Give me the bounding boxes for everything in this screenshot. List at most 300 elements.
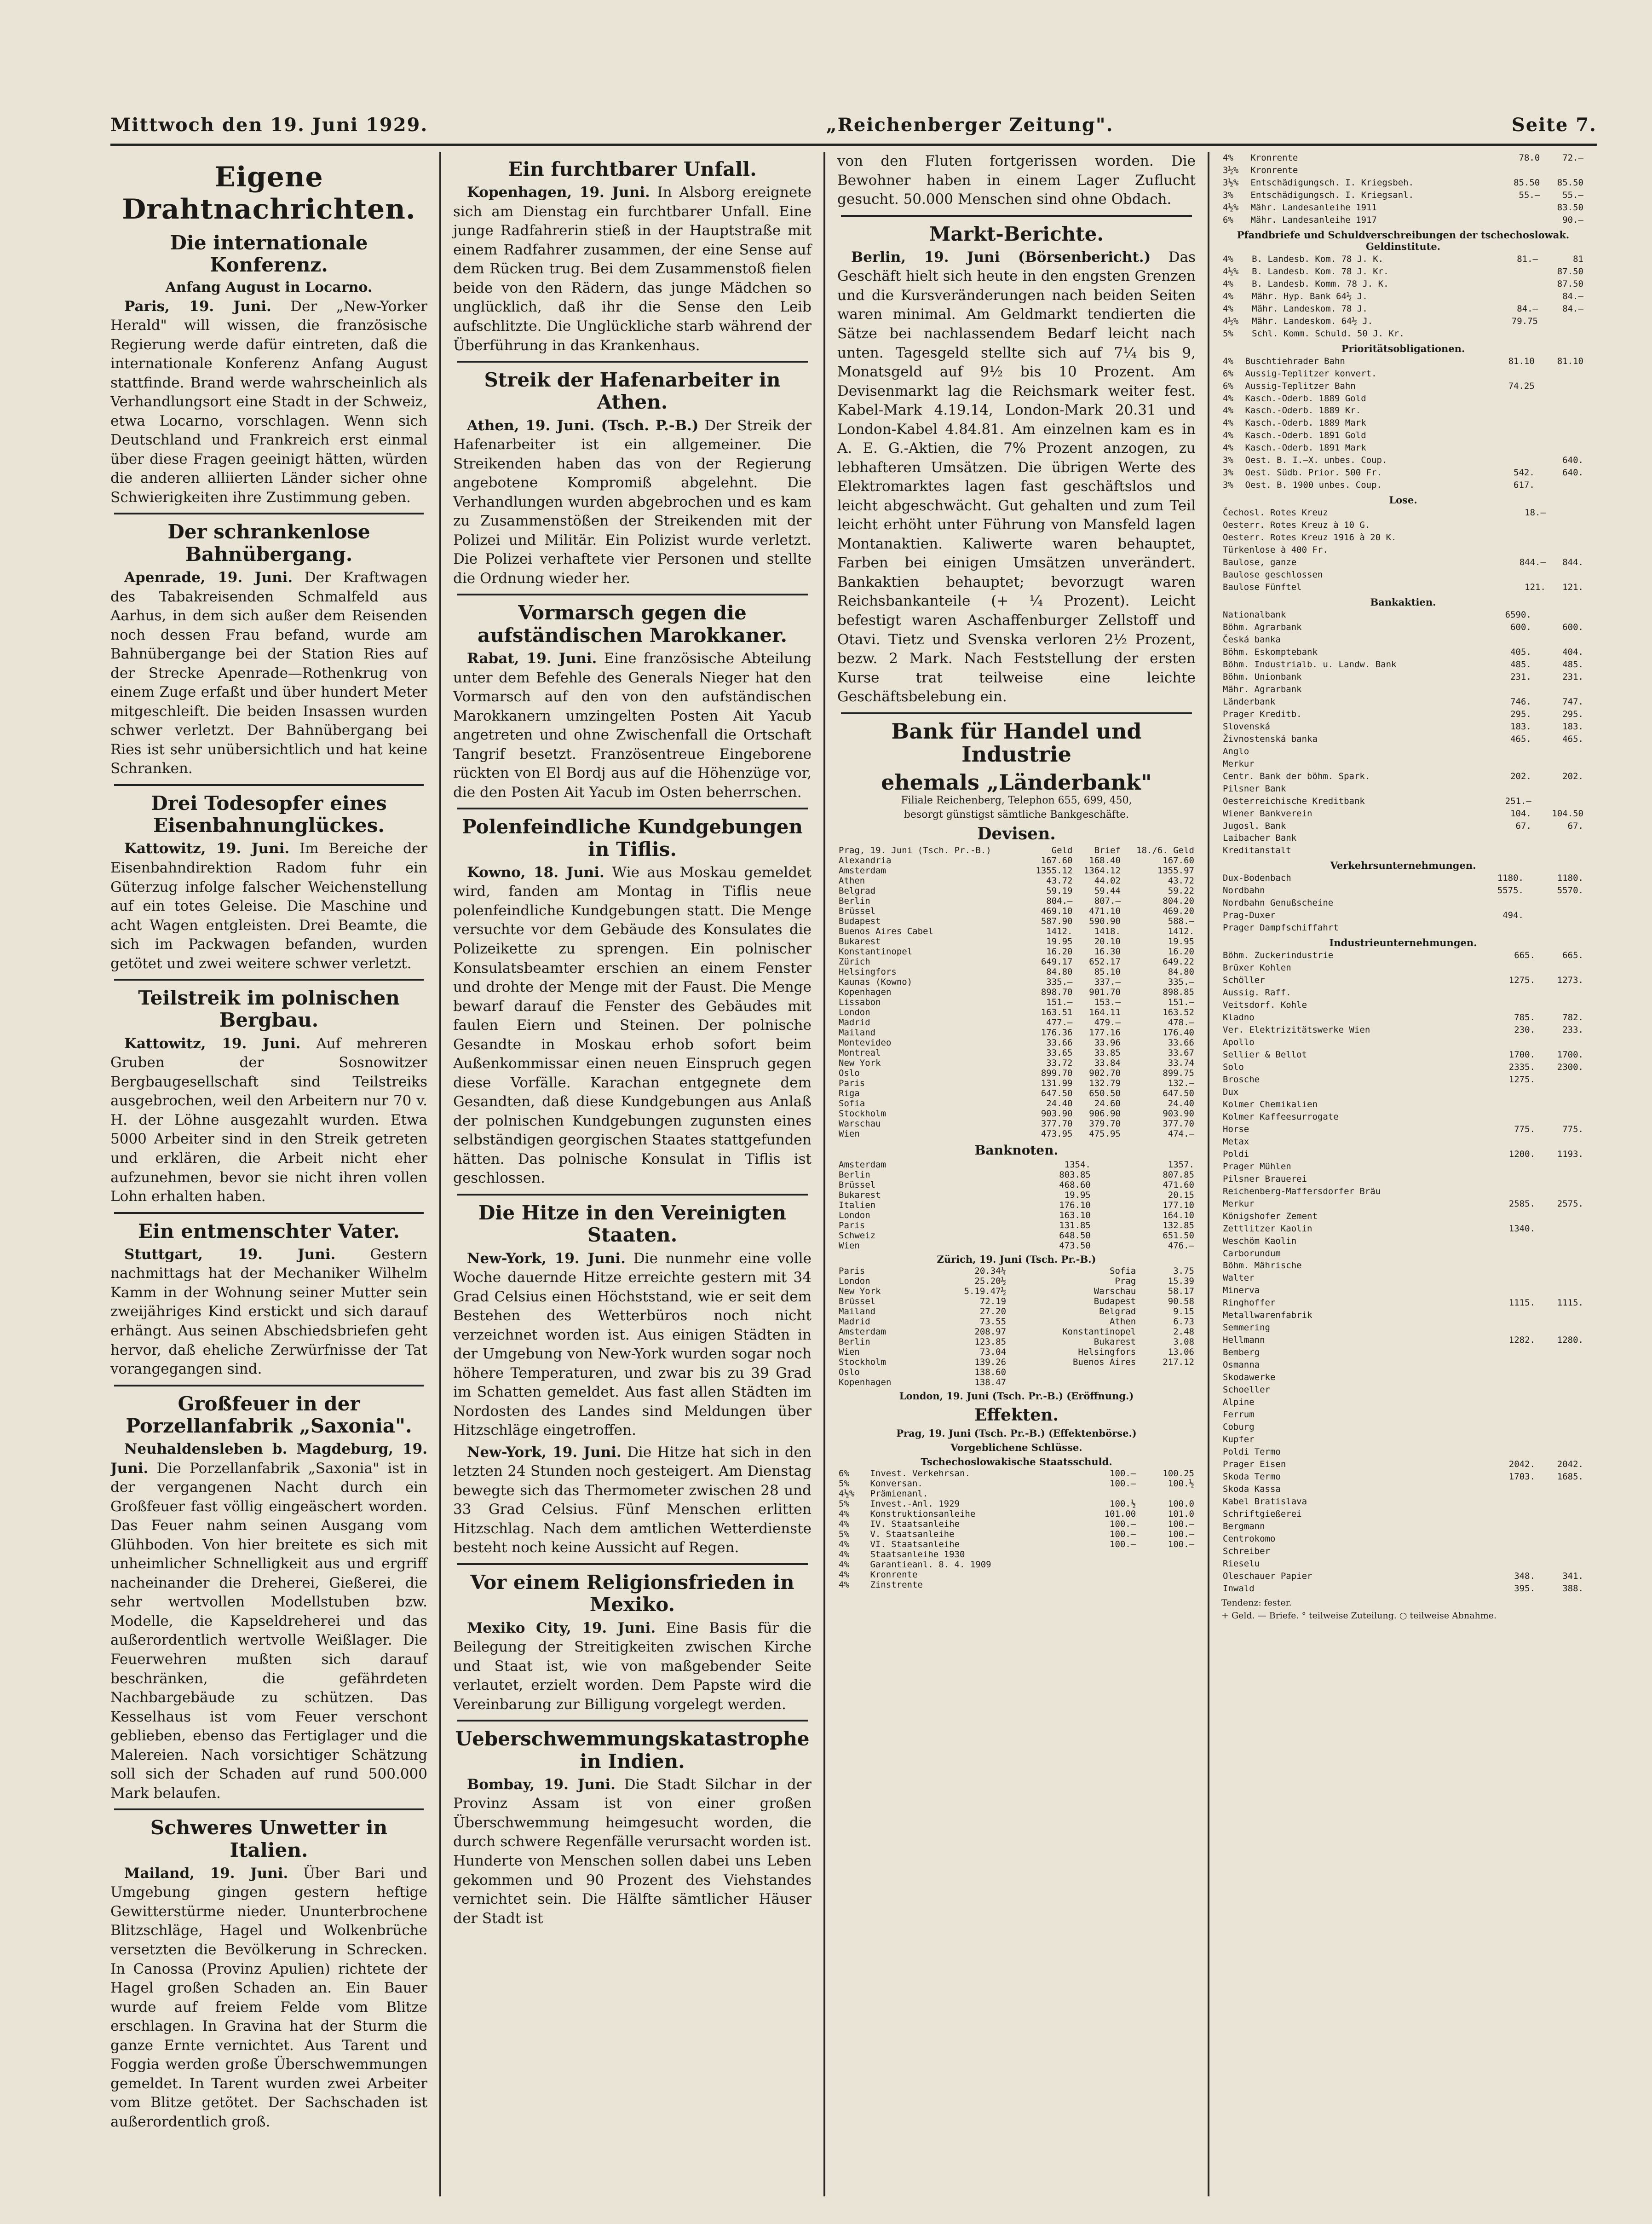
table-cell: [1494, 290, 1539, 303]
article-body: Kopenhagen, 19. Juni. In Alsborg ereignete sich am Dienstag ein furchtbarer Unfall. Eine junge Radfahrerin stieß in der Hauptstraße mit einem Radfahrer zusammen, der eine Sense auf dem Rücken trug. Bei dem Zusammenstoß fielen beide von den Rädern, das junge Mädchen so unglücklich, daß ihr die Sense den Leib aufschlitzte. Die Unglückliche starb während der Überführung in das Krankenhaus.: [453, 184, 812, 354]
article-title: Der schrankenlose Bahnübergang.: [167, 520, 370, 566]
table-cell: 650.50: [1089, 1088, 1121, 1099]
table-cell: Metallwarenfabrik: [1223, 1310, 1312, 1321]
table-cell: [1489, 783, 1533, 795]
table-cell: [1537, 1346, 1585, 1359]
table-cell: Ringhoffer: [1223, 1298, 1276, 1308]
table-row: [837, 997, 1196, 1007]
table-cell: 5570.: [1557, 885, 1583, 896]
table-row: [1221, 922, 1585, 934]
table-cell: Prager Dampfschiffahrt: [1223, 923, 1339, 933]
table-cell: 4%: [1223, 443, 1233, 453]
table-cell: Paris: [839, 1266, 865, 1277]
table-cell: Ver. Elektrizitätswerke Wien: [1223, 1025, 1370, 1035]
table-cell: Poldi Termo: [1223, 1447, 1281, 1457]
article-title: Teilstreik im polnischen Bergbau.: [138, 987, 400, 1032]
table-cell: Montevideo: [839, 1038, 892, 1048]
table-cell: Riga: [839, 1088, 860, 1099]
table-cell: Böhm. Unionbank: [1223, 671, 1302, 682]
table-cell: [1488, 1136, 1537, 1148]
table-cell: [1488, 1235, 1537, 1248]
table-row: [1221, 1334, 1585, 1346]
table-cell: 1418.: [1094, 926, 1121, 937]
table-cell: 153.—: [1094, 997, 1121, 1008]
table-cell: 67.: [1515, 820, 1531, 831]
table-row: [837, 967, 1196, 977]
table-row: [1221, 1036, 1585, 1049]
table-cell: Wien: [839, 1129, 860, 1139]
table-cell: 6%: [1223, 368, 1233, 379]
table-row: [1221, 290, 1585, 303]
article-title: Ein furchtbarer Unfall.: [508, 158, 757, 180]
table-cell: 33.67: [1168, 1048, 1194, 1058]
table-cell: Buenos Aires: [1072, 1357, 1136, 1368]
table-cell: [1488, 1508, 1537, 1520]
table-cell: 494.: [1502, 910, 1524, 921]
table-cell: [1487, 393, 1536, 405]
table-row: [1221, 1384, 1585, 1396]
table-cell: Rieselu: [1223, 1558, 1260, 1569]
divider: [457, 1720, 808, 1721]
table-row: [1221, 380, 1585, 393]
table-cell: [1537, 1545, 1585, 1558]
table-cell: Anglo: [1223, 746, 1249, 757]
bank-ad-sub-2: besorgt günstigst sämtliche Bankgeschäfte.: [904, 809, 1129, 821]
table-cell: [1487, 442, 1536, 454]
table-cell: Schweiz: [839, 1230, 876, 1241]
table-cell: 59.19: [1046, 886, 1073, 896]
zuerich-table: [837, 1266, 1196, 1387]
divider: [457, 1563, 808, 1565]
table-cell: 469.10: [1041, 906, 1073, 917]
table-cell: 475.95: [1089, 1129, 1121, 1139]
table-cell: 33.85: [1094, 1048, 1121, 1058]
table-cell: Solo: [1223, 1062, 1244, 1072]
table-cell: 4½%: [839, 1489, 855, 1499]
table-cell: 4½%: [1223, 202, 1239, 213]
table-cell: 33.72: [1046, 1058, 1073, 1069]
table-cell: [1488, 1496, 1537, 1508]
table-row: [1221, 417, 1585, 429]
table-cell: 775.: [1562, 1124, 1583, 1134]
table-cell: 90.—: [1562, 214, 1583, 225]
table-cell: Kopenhagen: [839, 987, 892, 998]
effekten-subtitle: Prag, 19. Juni (Tsch. Pr.-B.) (Effektenbörse.): [896, 1427, 1137, 1439]
table-row: [1221, 621, 1585, 634]
table-cell: 746.: [1510, 696, 1531, 707]
table-cell: Mähr. Landeskom. 78 J.: [1252, 303, 1368, 314]
table-cell: [1137, 1560, 1196, 1570]
table-cell: Laibacher Bank: [1223, 833, 1297, 843]
table-cell: Reichenberg-Maffersdorfer Bräu: [1223, 1186, 1381, 1196]
table-cell: 84.—: [1517, 303, 1538, 314]
table-row: [837, 876, 1196, 886]
table-row: [837, 936, 1196, 947]
table-cell: Horse: [1223, 1124, 1249, 1134]
table-cell: Zürich: [839, 957, 870, 967]
table-row: [837, 926, 1196, 936]
table-row: [837, 916, 1196, 926]
table-row: [1221, 1533, 1585, 1545]
table-cell: 78.0: [1519, 153, 1540, 163]
table-cell: 5%: [1223, 328, 1233, 339]
table-cell: 1685.: [1557, 1471, 1583, 1482]
table-cell: [1533, 609, 1585, 621]
table-cell: London: [839, 1210, 870, 1221]
table-row: [1221, 507, 1585, 519]
table-cell: Bergmann: [1223, 1521, 1265, 1531]
table-cell: [1498, 164, 1542, 177]
table-cell: 775.: [1514, 1124, 1535, 1134]
table-row: [837, 957, 1196, 967]
table-row: [837, 1210, 1196, 1220]
table-cell: [1525, 909, 1585, 922]
london-line: London, 19. Juni (Tsch. Pr.-B.) (Eröffnung.): [899, 1390, 1134, 1402]
table-cell: [1489, 758, 1533, 770]
table-cell: [1537, 1284, 1585, 1297]
table-cell: 665.: [1514, 950, 1535, 961]
table-cell: 665.: [1562, 950, 1583, 961]
table-cell: Bukarest: [1094, 1337, 1136, 1347]
bank-ad-sub: Filiale Reichenberg, Telephon 655, 699, 450,: [901, 795, 1132, 807]
table-cell: 1275.: [1508, 1074, 1535, 1085]
table-cell: [1498, 202, 1542, 214]
table-row: [1221, 479, 1585, 491]
table-row: [1221, 1259, 1585, 1272]
table-row: [1221, 202, 1585, 214]
table-cell: Italien: [839, 1200, 876, 1211]
dateline: Bombay, 19. Juni.: [467, 1776, 616, 1793]
table-cell: Madrid: [839, 1017, 870, 1028]
table-cell: Mähr. Landesanleihe 1911: [1250, 202, 1377, 213]
table-cell: 1275.: [1508, 975, 1535, 986]
table-cell: 1412.: [1046, 926, 1073, 937]
table-cell: Wiener Bankverein: [1223, 808, 1312, 819]
table-cell: Prager Kreditb.: [1223, 709, 1302, 719]
table-cell: [1487, 368, 1536, 380]
table-cell: Helsingfors: [839, 967, 897, 977]
table-cell: 379.70: [1089, 1119, 1121, 1129]
table-cell: 164.10: [1163, 1210, 1194, 1221]
table-cell: 43.72: [1046, 876, 1073, 886]
table-cell: Königshofer Zement: [1223, 1211, 1318, 1221]
table-row: [1221, 253, 1585, 266]
dateline: New-York, 19. Juni.: [467, 1444, 622, 1461]
table-cell: 4%: [839, 1539, 849, 1550]
table-cell: 3%: [1223, 468, 1233, 478]
table-cell: 163.51: [1041, 1007, 1073, 1018]
table-cell: 73.04: [979, 1347, 1007, 1358]
table-cell: 72.—: [1562, 153, 1583, 163]
table-cell: Aussig-Teplitzer Bahn: [1245, 381, 1356, 391]
article-title: Vor einem Religionsfrieden in Mexiko.: [470, 1571, 794, 1616]
table-row: [1221, 214, 1585, 226]
table-cell: Oesterr. Rotes Kreuz à 10 G.: [1223, 520, 1370, 531]
table-row: [1221, 1346, 1585, 1359]
table-cell: Kupfer: [1223, 1434, 1255, 1445]
table-cell: [1488, 1161, 1537, 1173]
table-cell: Kolmer Chemikalien: [1223, 1099, 1318, 1109]
table-cell: 132.—: [1168, 1078, 1194, 1089]
table-cell: [1537, 1508, 1585, 1520]
table-cell: 100.0: [1168, 1499, 1194, 1509]
table-cell: [1137, 1367, 1196, 1377]
table-cell: 24.40: [1168, 1098, 1194, 1109]
table-cell: Kasch.-Oderb. 1891 Gold: [1245, 430, 1366, 441]
divider: [457, 594, 808, 595]
table-row: [1221, 278, 1585, 290]
table-cell: Veitsdorf. Kohle: [1223, 1000, 1307, 1011]
section-verkehr: Verkehrsunternehmungen.: [1330, 860, 1476, 872]
table-cell: [1488, 1309, 1537, 1322]
table-row: [837, 1560, 1196, 1570]
table-cell: [1488, 1396, 1537, 1409]
table-cell: 100.—: [1110, 1539, 1136, 1550]
article-body: Stuttgart, 19. Juni. Gestern nachmittags hat der Mechaniker Wilhelm Kamm in der Wohnung seiner Mutter sein zweijähriges Kind erstickt und sich darauf erhängt. Aus seinen Abschiedsbriefen geht hervor, daß eheliche Zerwürfnisse der Tat vorangegangen sind.: [110, 1246, 427, 1378]
table-cell: [1537, 1309, 1585, 1322]
table-cell: Stockholm: [839, 1357, 886, 1368]
table-cell: [1489, 745, 1533, 758]
table-cell: Bukarest: [839, 936, 881, 947]
table-row: [1221, 671, 1585, 683]
table-cell: 81: [1573, 254, 1583, 264]
article-body: Mailand, 19. Juni. Über Bari und Umgebung gingen gestern heftige Gewitterstürme nieder. Ununterbrochene Blitzschläge, Hagel und Wolkenbrüche versetzten die Bevölkerung in Schrecken. In Canossa (Provinz Apulien) richtete der Hagel großen Schaden an. Ein Bauer wurde auf freiem Felde vom Blitze erschlagen. In Gravina hat der Sturm die ganze Ernte vernichtet. Aus Tarent und Foggia werden große Überschwemmungen gemeldet. In Tarent wurden zwei Arbeiter vom Blitze getötet. Der Sachschaden ist außerordentlich groß.: [110, 1865, 427, 2130]
table-cell: 33.66: [1168, 1038, 1194, 1048]
table-cell: [1498, 214, 1542, 226]
table-row: [1221, 404, 1585, 417]
table-row: [837, 1129, 1196, 1139]
table-cell: Kasch.-Oderb. 1889 Gold: [1245, 393, 1366, 404]
article-title: Drei Todesopfer eines Eisenbahnunglückes.: [151, 791, 387, 837]
table-cell: [1137, 1570, 1196, 1580]
article-body: Bombay, 19. Juni. Die Stadt Silchar in der Provinz Assam ist von einer großen Überschwemmung heimgesucht worden, die durch schwere Regenfälle verursacht worden ist. Hunderte von Menschen sollen dabei uns Leben gekommen und 90 Prozent des Viehstandes vernichtet sein. Die Hälfte sämtlicher Häuser der Stadt ist: [453, 1776, 812, 1927]
table-cell: 104.50: [1552, 808, 1583, 819]
table-cell: Baulose Fünftel: [1223, 582, 1302, 593]
bank-ad-title-2: ehemals „Länderbank": [881, 769, 1152, 795]
article-body: Kattowitz, 19. Juni. Auf mehreren Gruben der Sosnowitzer Bergbaugesellschaft sind Teilstreiks ausgebrochen, weil den Arbeitern nur 70 v. H. der Löhne ausgezahlt wurden. Etwa 5000 Arbeiter sind in den Streik getreten und erklären, die Arbeit nicht eher aufzunehmen, bevor sie nicht ihren vollen Lohn erhalten haben.: [110, 1035, 428, 1205]
column-1: [110, 152, 439, 2196]
table-cell: [1537, 999, 1585, 1011]
table-cell: Böhm. Agrarbank: [1223, 622, 1302, 632]
table-cell: 44.02: [1094, 876, 1121, 886]
table-cell: [1533, 783, 1585, 795]
table-cell: [1537, 1533, 1585, 1545]
table-cell: Skoda Termo: [1223, 1471, 1281, 1482]
table-cell: 651.50: [1163, 1230, 1194, 1241]
table-cell: 747.: [1562, 696, 1583, 707]
table-cell: Brüssel: [839, 906, 876, 917]
table-cell: 79.75: [1511, 316, 1538, 326]
table-cell: [1007, 1377, 1137, 1387]
table-cell: [1079, 1580, 1137, 1590]
table-cell: 5%: [839, 1479, 849, 1489]
table-cell: Böhm. Industrialb. u. Landw. Bank: [1223, 659, 1397, 670]
table-cell: 807.—: [1094, 896, 1121, 907]
prioritaet-table: [1221, 355, 1585, 492]
table-cell: [1007, 1367, 1137, 1377]
table-cell: 1412.: [1168, 926, 1194, 937]
zuerich-title: Zürich, 19. Juni (Tsch. Pr.-B.): [937, 1254, 1096, 1265]
table-cell: Budapest: [1094, 1296, 1136, 1307]
table-row: [1221, 531, 1585, 544]
table-cell: Prag-Duxer: [1223, 910, 1276, 921]
dateline: New-York, 19. Juni.: [467, 1250, 626, 1267]
column-3: [823, 152, 1208, 2196]
table-cell: 163.52: [1163, 1007, 1194, 1018]
table-cell: 473.95: [1041, 1129, 1073, 1139]
table-cell: [1539, 315, 1585, 328]
table-cell: 4½%: [1223, 316, 1239, 326]
table-cell: 3.75: [1173, 1266, 1194, 1277]
table-cell: [1547, 544, 1585, 556]
table-cell: Kreditanstalt: [1223, 845, 1291, 856]
table-cell: 100.—: [1110, 1479, 1136, 1489]
table-row: [1221, 1223, 1585, 1235]
table-row: [837, 1058, 1196, 1068]
section-bankaktien: Bankaktien.: [1370, 596, 1436, 608]
table-cell: 3%: [1223, 480, 1233, 491]
table-cell: Böhm. Mährische: [1223, 1260, 1302, 1271]
table-cell: [1536, 429, 1585, 442]
article-body: Apenrade, 19. Juni. Der Kraftwagen des Tabakreisenden Schmalfeld aus Aarhus, in dem sich außer dem Reisenden noch dessen Frau befand, wurde am Bahnübergange bei der Station Ries auf der Strecke Apenrade—Rothenkrug von einem Zuge erfaßt und über hundert Meter mitgeschleift. Die beiden Insassen wurden schwer verletzt. Der Bahnübergang bei Ries ist sehr unübersichtlich und hat keine Schranken.: [110, 569, 428, 777]
table-cell: [1536, 380, 1585, 393]
table-cell: 471.60: [1163, 1180, 1194, 1190]
table-cell: 85.50: [1514, 177, 1540, 188]
table-cell: 100.½: [1110, 1499, 1136, 1509]
table-cell: [1537, 1098, 1585, 1111]
table-cell: Čechosl. Rotes Kreuz: [1223, 508, 1328, 518]
table-cell: Invest. Verkehrsan.: [870, 1468, 970, 1479]
table-cell: 648.50: [1059, 1230, 1091, 1241]
table-cell: 19.95: [1064, 1190, 1091, 1201]
table-cell: 2300.: [1557, 1062, 1583, 1072]
table-cell: 404.: [1562, 647, 1583, 657]
table-cell: Alpine: [1223, 1397, 1255, 1408]
table-cell: Zinstrente: [870, 1580, 923, 1590]
table-row: [837, 1367, 1196, 1377]
table-cell: 899.75: [1163, 1068, 1194, 1079]
table-row: [1221, 999, 1585, 1011]
table-cell: 3½%: [1223, 177, 1239, 188]
table-row: [1221, 569, 1585, 581]
table-cell: [1537, 1396, 1585, 1409]
table-row: [1221, 1198, 1585, 1210]
divider: [457, 808, 808, 809]
table-cell: Oesterreichische Kreditbank: [1223, 796, 1365, 806]
table-row: [1221, 1111, 1585, 1123]
article-title: Ein entmenschter Vater.: [138, 1219, 400, 1242]
table-row: [1221, 844, 1585, 857]
divider: [457, 361, 808, 363]
table-cell: 20.10: [1094, 936, 1121, 947]
dateline: Kattowitz, 19. Juni.: [124, 840, 290, 857]
table-cell: 902.70: [1089, 1068, 1121, 1079]
table-cell: 485.: [1510, 659, 1531, 670]
table-row: [1221, 1309, 1585, 1322]
table-cell: 74.25: [1508, 381, 1535, 391]
table-cell: Aussig. Raff.: [1223, 988, 1291, 998]
table-cell: [1488, 1248, 1537, 1260]
table-cell: 131.85: [1059, 1220, 1091, 1231]
table-cell: [1488, 962, 1537, 974]
table-cell: Nationalbank: [1223, 610, 1286, 620]
dateline: Stuttgart, 19. Juni.: [124, 1246, 336, 1263]
table-cell: Prager Mühlen: [1223, 1161, 1291, 1172]
table-cell: 100.—: [1168, 1519, 1194, 1530]
table-cell: [1488, 1098, 1537, 1111]
table-cell: [1494, 328, 1539, 340]
table-cell: [1465, 897, 1525, 909]
dateline: Kopenhagen, 19. Juni.: [467, 184, 650, 201]
table-row: [837, 1241, 1196, 1251]
table-row: [837, 1327, 1196, 1337]
table-row: [837, 977, 1196, 987]
table-cell: Pilsner Brauerei: [1223, 1173, 1307, 1184]
table-row: [1221, 368, 1585, 380]
table-cell: 1355.12: [1036, 866, 1073, 876]
table-cell: [1547, 519, 1585, 531]
table-cell: [1489, 683, 1533, 696]
dateline: Berlin, 19. Juni (Börsenbericht.): [851, 248, 1151, 266]
table-cell: 1340.: [1508, 1223, 1535, 1234]
table-cell: Amsterdam: [839, 1327, 886, 1337]
pfandbriefe-table: [1221, 253, 1585, 340]
table-row: [1221, 1272, 1585, 1284]
table-cell: B. Landesb. Kom. 78 J. Kr.: [1252, 266, 1389, 277]
table-cell: Warschau: [839, 1119, 881, 1129]
effekten-table: [837, 1468, 1196, 1590]
table-cell: 176.10: [1059, 1200, 1091, 1211]
table-cell: 1180.: [1557, 873, 1583, 884]
table-row: [1221, 1483, 1585, 1496]
table-row: [1221, 303, 1585, 315]
table-cell: [1488, 1322, 1537, 1334]
table-cell: 1282.: [1508, 1335, 1535, 1346]
table-cell: 804.—: [1046, 896, 1073, 907]
article-title: Streik der Hafenarbeiter in Athen.: [484, 369, 781, 414]
divider: [114, 1385, 424, 1386]
table-row: [837, 1377, 1196, 1387]
table-cell: [1537, 1185, 1585, 1198]
table-row: [1221, 393, 1585, 405]
table-cell: 844.—: [1519, 557, 1546, 568]
table-cell: Brüxer Kohlen: [1223, 963, 1291, 973]
table-row: [1221, 1570, 1585, 1583]
section-lose: Lose.: [1389, 494, 1417, 506]
table-cell: B. Landesb. Kom. 78 J. K.: [1252, 254, 1384, 264]
table-cell: 151.—: [1168, 997, 1194, 1008]
table-cell: 85.50: [1557, 177, 1583, 188]
table-cell: 6%: [1223, 214, 1233, 225]
table-cell: 898.85: [1163, 987, 1194, 998]
table-row: [1221, 795, 1585, 808]
table-cell: [1137, 1549, 1196, 1560]
table-cell: 6%: [1223, 381, 1233, 391]
industrie-table: [1221, 949, 1585, 1594]
table-cell: 81.—: [1517, 254, 1538, 264]
dateline: Neuhaldensleben b. Magdeburg, 19. Juni.: [110, 1441, 427, 1477]
table-cell: [1537, 1036, 1585, 1049]
table-cell: 844.: [1562, 557, 1583, 568]
table-cell: Carborundum: [1223, 1248, 1281, 1259]
table-cell: Madrid: [839, 1317, 870, 1327]
table-cell: Wien: [839, 1347, 860, 1358]
table-row: [1221, 1284, 1585, 1297]
table-cell: Mähr. Hyp. Bank 64½ J.: [1252, 291, 1368, 301]
table-cell: [1489, 832, 1533, 844]
table-cell: [1537, 1322, 1585, 1334]
lose-table: [1221, 507, 1585, 594]
